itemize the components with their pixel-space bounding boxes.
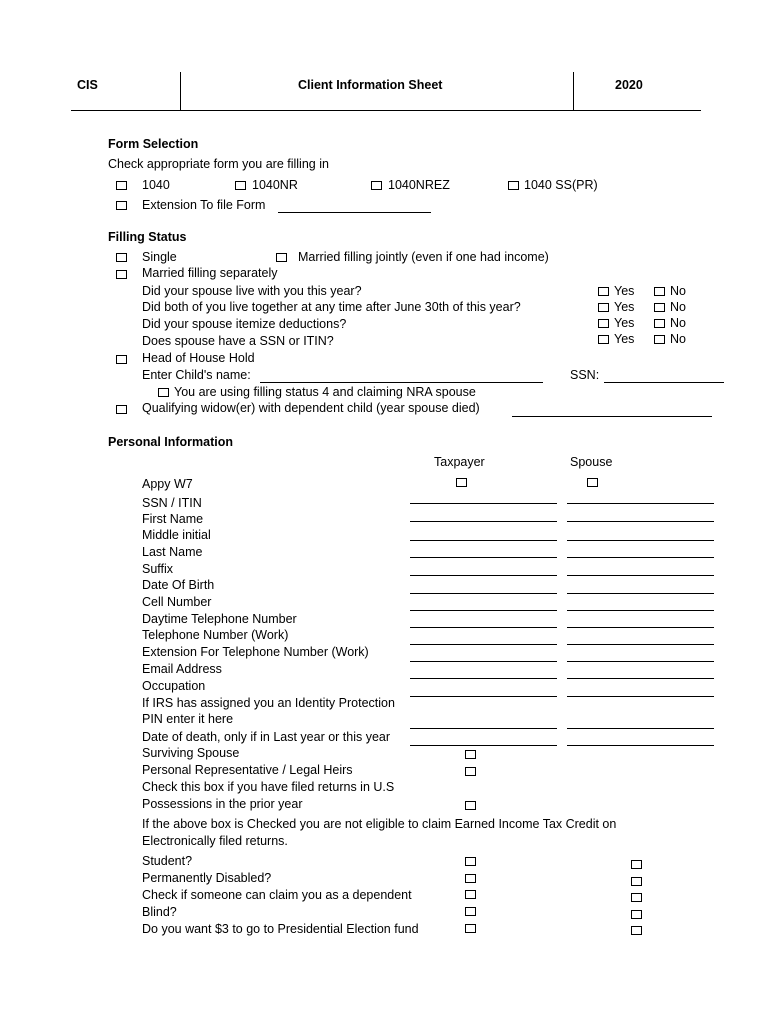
head-of-household-checkbox[interactable] <box>116 355 127 364</box>
field-label-ip-pin-1: If IRS has assigned you an Identity Protection <box>142 696 395 710</box>
nra-spouse-checkbox[interactable] <box>158 388 169 397</box>
married-separately-checkbox[interactable] <box>116 270 127 279</box>
single-label: Single <box>142 250 177 264</box>
q4-no-label: No <box>670 332 686 346</box>
spouse-ip-pin-field[interactable] <box>567 728 714 729</box>
extension-label: Extension To file Form <box>142 198 266 212</box>
personal-info-heading: Personal Information <box>108 435 234 449</box>
form-1040nr-checkbox[interactable] <box>235 181 246 190</box>
head-of-household-label: Head of House Hold <box>142 351 255 365</box>
q1-yes-checkbox[interactable] <box>598 287 609 296</box>
taxpayer-blind-checkbox[interactable] <box>465 907 476 916</box>
personal-rep-checkbox[interactable] <box>465 767 476 776</box>
taxpayer-dob-field[interactable] <box>410 593 557 594</box>
form-selection-instruction: Check appropriate form you are filling in <box>108 157 329 171</box>
dependent-label: Check if someone can claim you as a dependent <box>142 888 412 902</box>
spouse-email-field[interactable] <box>567 678 714 679</box>
field-label-ip-pin-2: PIN enter it here <box>142 712 234 726</box>
spouse-disabled-checkbox[interactable] <box>631 877 642 886</box>
taxpayer-column-header: Taxpayer <box>434 455 485 469</box>
header-underline <box>71 110 701 111</box>
field-label-date-of-death: Date of death, only if in Last year or this year <box>142 730 391 744</box>
q3-yes-checkbox[interactable] <box>598 319 609 328</box>
form-1040sspr-checkbox[interactable] <box>508 181 519 190</box>
field-label-last-name: Last Name <box>142 545 203 559</box>
q2-yes-checkbox[interactable] <box>598 303 609 312</box>
extension-form-field[interactable] <box>278 212 431 213</box>
q4-yes-label: Yes <box>614 332 635 346</box>
taxpayer-w7-checkbox[interactable] <box>456 478 467 487</box>
q1-no-checkbox[interactable] <box>654 287 665 296</box>
disabled-label: Permanently Disabled? <box>142 871 272 885</box>
header-divider-left <box>180 72 181 110</box>
taxpayer-email-field[interactable] <box>410 678 557 679</box>
apply-w7-label: Appy W7 <box>142 477 193 491</box>
spouse-student-checkbox[interactable] <box>631 860 642 869</box>
child-ssn-field[interactable] <box>604 382 724 383</box>
field-label-work-phone: Telephone Number (Work) <box>142 628 289 642</box>
form-1040nrez-label: 1040NREZ <box>388 178 450 192</box>
spouse-date-of-death-field[interactable] <box>567 745 714 746</box>
child-name-label: Enter Child's name: <box>142 368 251 382</box>
spouse-ssn-field[interactable] <box>567 503 714 504</box>
q1-yes-label: Yes <box>614 284 635 298</box>
field-label-occupation: Occupation <box>142 679 206 693</box>
form-1040nr-label: 1040NR <box>252 178 298 192</box>
question-live-together: Did both of you live together at any time after June 30th of this year? <box>142 300 521 314</box>
surviving-spouse-checkbox[interactable] <box>465 750 476 759</box>
personal-rep-label: Personal Representative / Legal Heirs <box>142 763 353 777</box>
taxpayer-last-name-field[interactable] <box>410 557 557 558</box>
form-selection-heading: Form Selection <box>108 137 199 151</box>
form-1040nrez-checkbox[interactable] <box>371 181 382 190</box>
q2-yes-label: Yes <box>614 300 635 314</box>
spouse-daytime-phone-field[interactable] <box>567 627 714 628</box>
possessions-label-1: Check this box if you have filed returns in U.S <box>142 780 395 794</box>
spouse-first-name-field[interactable] <box>567 521 714 522</box>
taxpayer-daytime-phone-field[interactable] <box>410 627 557 628</box>
form-1040-label: 1040 <box>142 178 170 192</box>
qualifying-widow-checkbox[interactable] <box>116 405 127 414</box>
tax-year: 2020 <box>615 78 643 92</box>
spouse-work-ext-field[interactable] <box>567 661 714 662</box>
q3-yes-label: Yes <box>614 316 635 330</box>
taxpayer-ssn-field[interactable] <box>410 503 557 504</box>
taxpayer-ip-pin-field[interactable] <box>410 728 557 729</box>
question-spouse-ssn: Does spouse have a SSN or ITIN? <box>142 334 334 348</box>
field-label-middle-initial: Middle initial <box>142 528 211 542</box>
possessions-checkbox[interactable] <box>465 801 476 810</box>
spouse-work-phone-field[interactable] <box>567 644 714 645</box>
married-jointly-label: Married filling jointly (even if one had income) <box>298 250 549 264</box>
possessions-label-2: Possessions in the prior year <box>142 797 303 811</box>
spouse-suffix-field[interactable] <box>567 575 714 576</box>
taxpayer-cell-field[interactable] <box>410 610 557 611</box>
form-1040sspr-label: 1040 SS(PR) <box>524 178 598 192</box>
eitc-note-1: If the above box is Checked you are not eligible to claim Earned Income Tax Credit on <box>142 817 617 831</box>
q2-no-checkbox[interactable] <box>654 303 665 312</box>
question-itemize: Did your spouse itemize deductions? <box>142 317 347 331</box>
page-title: Client Information Sheet <box>298 78 443 92</box>
taxpayer-middle-initial-field[interactable] <box>410 540 557 541</box>
q4-yes-checkbox[interactable] <box>598 335 609 344</box>
field-label-suffix: Suffix <box>142 562 174 576</box>
taxpayer-work-phone-field[interactable] <box>410 644 557 645</box>
spouse-middle-initial-field[interactable] <box>567 540 714 541</box>
taxpayer-student-checkbox[interactable] <box>465 857 476 866</box>
header-divider-right <box>573 72 574 110</box>
taxpayer-occupation-field[interactable] <box>410 696 557 697</box>
q2-no-label: No <box>670 300 686 314</box>
field-label-ssn: SSN / ITIN <box>142 496 202 510</box>
taxpayer-date-of-death-field[interactable] <box>410 745 557 746</box>
election-fund-label: Do you want $3 to go to Presidential Election fund <box>142 922 419 936</box>
form-code: CIS <box>77 78 98 92</box>
field-label-work-ext: Extension For Telephone Number (Work) <box>142 645 369 659</box>
child-name-field[interactable] <box>260 382 543 383</box>
eitc-note-2: Electronically filed returns. <box>142 834 288 848</box>
surviving-spouse-label: Surviving Spouse <box>142 746 240 760</box>
q3-no-label: No <box>670 316 686 330</box>
taxpayer-election-fund-checkbox[interactable] <box>465 924 476 933</box>
spouse-w7-checkbox[interactable] <box>587 478 598 487</box>
year-spouse-died-field[interactable] <box>512 416 712 417</box>
taxpayer-work-ext-field[interactable] <box>410 661 557 662</box>
nra-spouse-label: You are using filling status 4 and claiming NRA spouse <box>174 385 476 399</box>
spouse-dependent-checkbox[interactable] <box>631 893 642 902</box>
extension-checkbox[interactable] <box>116 201 127 210</box>
taxpayer-first-name-field[interactable] <box>410 521 557 522</box>
student-label: Student? <box>142 854 193 868</box>
taxpayer-disabled-checkbox[interactable] <box>465 874 476 883</box>
field-label-dob: Date Of Birth <box>142 578 215 592</box>
spouse-last-name-field[interactable] <box>567 557 714 558</box>
married-separately-label: Married filling separately <box>142 266 278 280</box>
field-label-cell: Cell Number <box>142 595 212 609</box>
q3-no-checkbox[interactable] <box>654 319 665 328</box>
single-checkbox[interactable] <box>116 253 127 262</box>
child-ssn-label: SSN: <box>570 368 600 382</box>
question-spouse-live: Did your spouse live with you this year? <box>142 284 362 298</box>
q1-no-label: No <box>670 284 686 298</box>
field-label-daytime-phone: Daytime Telephone Number <box>142 612 297 626</box>
field-label-email: Email Address <box>142 662 222 676</box>
form-1040-checkbox[interactable] <box>116 181 127 190</box>
spouse-cell-field[interactable] <box>567 610 714 611</box>
q4-no-checkbox[interactable] <box>654 335 665 344</box>
field-label-first-name: First Name <box>142 512 204 526</box>
spouse-dob-field[interactable] <box>567 593 714 594</box>
spouse-election-fund-checkbox[interactable] <box>631 926 642 935</box>
taxpayer-dependent-checkbox[interactable] <box>465 890 476 899</box>
taxpayer-suffix-field[interactable] <box>410 575 557 576</box>
spouse-blind-checkbox[interactable] <box>631 910 642 919</box>
blind-label: Blind? <box>142 905 177 919</box>
spouse-occupation-field[interactable] <box>567 696 714 697</box>
qualifying-widow-label: Qualifying widow(er) with dependent child (year spouse died) <box>142 401 480 415</box>
spouse-column-header: Spouse <box>570 455 613 469</box>
filing-status-heading: Filling Status <box>108 230 187 244</box>
married-jointly-checkbox[interactable] <box>276 253 287 262</box>
